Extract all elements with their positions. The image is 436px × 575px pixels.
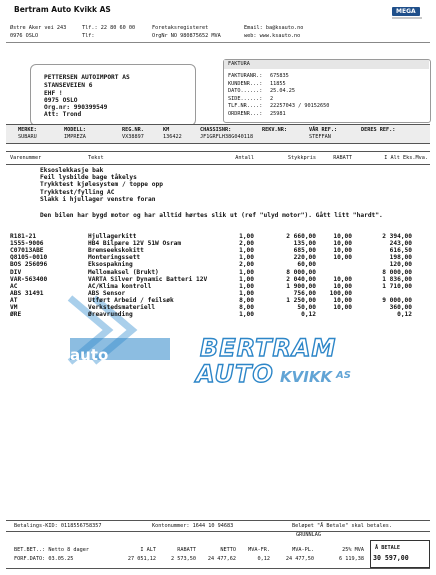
totals-header: MVA-FR. — [248, 547, 270, 553]
line-item-discount: 100,00 — [329, 289, 352, 297]
vehicle-header: REKV.NR: — [262, 127, 287, 133]
invoice-detail-value: 675835 — [270, 73, 289, 79]
invoice-detail-label: SIDE......: — [228, 95, 263, 102]
vehicle-value: JF1GRFLH38G040118 — [200, 134, 254, 140]
line-item-qty: 1,00 — [239, 275, 254, 283]
line-item-total: 243,00 — [389, 240, 412, 248]
vehicle-header: REG.NR. — [122, 127, 144, 133]
col-stykkpris: Stykkpris — [287, 155, 316, 161]
brand-logo-bar — [392, 17, 422, 19]
line-item-discount: 10,00 — [333, 282, 352, 290]
line-item-price: 60,00 — [297, 261, 316, 269]
invoice-detail-label: KUNDENR...: — [228, 80, 263, 87]
line-item-text: ABS Sensor — [88, 289, 126, 297]
line-item-price: 0,12 — [301, 311, 316, 319]
line-item-number: AC — [10, 282, 18, 290]
note-line: Trykktest/fylling AC — [40, 188, 115, 196]
company-name: Bertram Auto Kvikk AS — [14, 5, 111, 14]
watermark-brand-1: BERTRAM — [200, 334, 337, 362]
due-date: FORF.DATO: 03.05.25 — [14, 556, 74, 562]
line-item-number: C07013ABE — [10, 247, 44, 255]
table-row — [0, 297, 436, 304]
line-item-total: 8 000,00 — [382, 268, 412, 276]
line-item-text: HB4 Bilpære 12V 51W Osram — [88, 240, 182, 248]
footer-mid-line — [6, 531, 430, 532]
customer-name: PETTERSEN AUTOIMPORT AS — [44, 74, 130, 81]
line-item-text: Eksospakning — [88, 261, 133, 269]
fax: Tlf: — [82, 33, 95, 39]
columns-top-line — [6, 151, 430, 152]
line-item-qty: 1,00 — [239, 233, 254, 240]
invoice-detail-value: 2 — [270, 95, 274, 102]
customer-street: STANSEVEIEN 6 — [44, 82, 93, 89]
line-item-number: Q8105-0010 — [10, 254, 48, 262]
invoice-title: FAKTURA — [228, 61, 250, 67]
line-item-text: Monteringssett — [88, 254, 141, 262]
line-item-number: AT — [10, 296, 18, 304]
line-item-price: 685,00 — [293, 247, 316, 255]
line-item-text: AC/Klima kontroll — [88, 282, 152, 290]
totals-value: 6 119,38 — [339, 556, 364, 562]
totals-header: I ALT — [140, 547, 156, 553]
table-row — [0, 269, 436, 276]
line-item-qty: 1,00 — [239, 282, 254, 290]
line-item-price: 135,00 — [293, 240, 316, 248]
line-item-price: 50,00 — [297, 304, 316, 311]
vehicle-header: DERES REF.: — [361, 127, 396, 133]
table-row — [0, 240, 436, 247]
line-item-text: Utført Arbeid / feilsøk — [88, 296, 174, 304]
line-item-discount: 10,00 — [333, 240, 352, 248]
line-item-discount: 10,00 — [333, 247, 352, 255]
orgnr: OrgNr NO 980875652 MVA — [152, 33, 221, 39]
watermark-brand-3: KVIKK — [280, 368, 333, 386]
watermark-logo-word: auto — [70, 346, 109, 364]
line-item-total: 0,12 — [397, 311, 412, 319]
payment-terms: BET.BET..: Netto 8 dager — [14, 547, 89, 553]
register: Foretaksregisteret — [152, 25, 209, 31]
table-row — [0, 254, 436, 261]
email: Email: ba@ksauto.no — [244, 25, 304, 31]
payment-kid: Betalings-KID: 0118556758357 — [14, 523, 102, 529]
line-item-text: VARTA Silver Dynamic Batteri 12V — [88, 275, 208, 283]
invoice-detail-label: DATO......: — [228, 88, 263, 95]
invoice-detail-value: 25.04.25 — [270, 88, 295, 95]
line-item-text: Mellomaksel (Brukt) — [88, 268, 159, 276]
line-item-price: 220,00 — [293, 254, 316, 262]
line-item-price: 756,00 — [293, 289, 316, 297]
col-tekst: Tekst — [88, 155, 104, 161]
footer-bottom-line — [6, 568, 430, 569]
col-ialt: I Alt Eks.Mva. — [384, 155, 428, 161]
watermark-brand-2: AUTO — [196, 360, 274, 388]
table-row — [0, 233, 436, 240]
line-item-qty: 1,00 — [239, 268, 254, 276]
line-item-total: 616,50 — [389, 247, 412, 255]
totals-value: 2 573,50 — [171, 556, 196, 562]
customer-city: 0975 OSLO — [44, 97, 78, 104]
note-line: Eksoslekkasje bak — [40, 167, 104, 174]
line-item-discount: 10,00 — [333, 233, 352, 240]
line-item-price: 2 040,00 — [286, 275, 316, 283]
vehicle-header: KM — [163, 127, 170, 133]
grunnlag-label: GRUNNLAG — [296, 532, 321, 538]
line-item-total: 2 394,00 — [382, 233, 412, 240]
line-item-qty: 2,00 — [239, 261, 254, 269]
table-row — [0, 283, 436, 290]
note-line: Den bilen har bygd motor og har alltid hørtes slik ut (ref "ulyd motor"). Gått litt "hardt". — [40, 212, 383, 220]
to-pay-label: Å BETALE — [375, 545, 400, 551]
footer-top-line — [6, 520, 430, 521]
line-item-discount: 10,00 — [333, 275, 352, 283]
invoice-detail-value: 22257043 / 90152650 — [270, 103, 330, 110]
line-item-qty: 1,00 — [239, 311, 254, 319]
line-item-price: 1 250,00 — [286, 296, 316, 304]
customer-orgnr: Org.nr: 990399549 — [44, 104, 108, 111]
line-item-total: 120,00 — [389, 261, 412, 269]
invoice-title-band — [224, 60, 429, 69]
line-item-price: 2 660,00 — [286, 233, 316, 240]
customer-ehf: EHF ! — [44, 90, 63, 97]
line-item-total: 198,00 — [389, 254, 412, 262]
line-item-text: Øreavrunding — [88, 311, 133, 319]
line-item-qty: 2,00 — [239, 240, 254, 248]
line-item-number: VM — [10, 304, 18, 311]
line-item-qty: 8,00 — [239, 296, 254, 304]
invoice-detail-label: ORDRENR...: — [228, 111, 263, 117]
table-row — [0, 290, 436, 297]
line-item-number: 1555-9006 — [10, 240, 44, 248]
line-item-number: R181-21 — [10, 233, 37, 240]
to-pay-value: 30 597,00 — [373, 554, 409, 562]
line-item-price: 1 900,00 — [286, 282, 316, 290]
col-antall: Antall — [235, 155, 254, 161]
note-line: Feil lysbilde bage tåkelys — [40, 174, 137, 182]
totals-header: NETTO — [220, 547, 236, 553]
col-rabatt: RABATT — [333, 155, 352, 161]
note-line: Trykktest kjølesystem / toppe opp — [40, 181, 163, 189]
invoice-detail-label: FAKTURANR.: — [228, 73, 263, 79]
line-item-number: ABS 31491 — [10, 289, 44, 297]
table-row — [0, 261, 436, 268]
note-line: Slakk i hjullager venstre foran — [40, 195, 156, 203]
line-item-total: 1 836,00 — [382, 275, 412, 283]
invoice-detail-value: 11855 — [270, 80, 286, 87]
brand-logo: MEGA — [392, 7, 420, 16]
address-line-2: 0976 OSLO — [10, 33, 39, 39]
totals-value: 0,12 — [257, 556, 270, 562]
totals-value: 24 477,50 — [285, 556, 314, 562]
vehicle-header: MODELL: — [64, 127, 86, 133]
line-item-number: VAR-563400 — [10, 275, 48, 283]
columns-bottom-line — [6, 164, 430, 165]
vehicle-value: SUBARU — [18, 134, 37, 140]
col-varenummer: Varenummer — [10, 155, 42, 161]
vehicle-value: STEFFAN — [309, 134, 331, 140]
web: web: www.ksauto.no — [244, 33, 301, 39]
line-item-total: 1 710,00 — [382, 282, 412, 290]
customer-att: Att: Trond — [44, 111, 82, 118]
line-item-total: 9 000,00 — [382, 296, 412, 304]
vehicle-value: 136422 — [163, 134, 182, 140]
table-row — [0, 304, 436, 311]
line-item-qty: 1,00 — [239, 289, 254, 297]
totals-header: 25% MVA — [342, 547, 364, 553]
line-item-number: BOS 256096 — [10, 261, 48, 269]
vehicle-header: MERKE: — [18, 127, 37, 133]
invoice-detail-value: 25981 — [270, 111, 286, 117]
line-item-qty: 1,00 — [239, 247, 254, 255]
totals-value: 24 477,62 — [207, 556, 236, 562]
line-item-text: Bremseekskokitt — [88, 247, 144, 255]
totals-value: 27 051,12 — [127, 556, 156, 562]
vehicle-header: CHASSISNR: — [200, 127, 232, 133]
vehicle-value: IMPREZA — [64, 134, 86, 140]
account-number: Kontonummer: 1644 10 94683 — [152, 523, 234, 529]
vehicle-bottom-line — [6, 143, 430, 144]
line-item-text: Verkstedsmateriell — [88, 304, 156, 311]
table-row — [0, 247, 436, 254]
table-row — [0, 311, 436, 318]
line-item-number: ØRE — [10, 311, 22, 319]
line-item-qty: 8,00 — [239, 304, 254, 311]
line-item-discount: 10,00 — [333, 296, 352, 304]
line-item-total: 360,00 — [389, 304, 412, 311]
line-item-discount: 10,00 — [333, 254, 352, 262]
line-item-price: 8 000,00 — [286, 268, 316, 276]
watermark-brand-4: AS — [336, 370, 351, 381]
table-row — [0, 276, 436, 283]
address-line-1: Østre Aker vei 243 — [10, 25, 67, 31]
totals-header: MVA-PL. — [292, 547, 314, 553]
line-item-text: Hjullagerkitt — [88, 233, 137, 240]
vehicle-value: VX38897 — [122, 134, 144, 140]
header-divider — [6, 42, 430, 43]
invoice-detail-label: TLF.NR....: — [228, 103, 263, 110]
totals-header: RABATT — [177, 547, 196, 553]
phone: Tlf.: 22 80 60 00 — [82, 25, 136, 31]
line-item-number: DIV — [10, 268, 22, 276]
vehicle-header: VÅR REF.: — [309, 127, 338, 133]
pay-instruction: Beløpet "Å Betale" skal betales. — [292, 523, 392, 529]
line-item-qty: 1,00 — [239, 254, 254, 262]
line-item-discount: 10,00 — [333, 304, 352, 311]
